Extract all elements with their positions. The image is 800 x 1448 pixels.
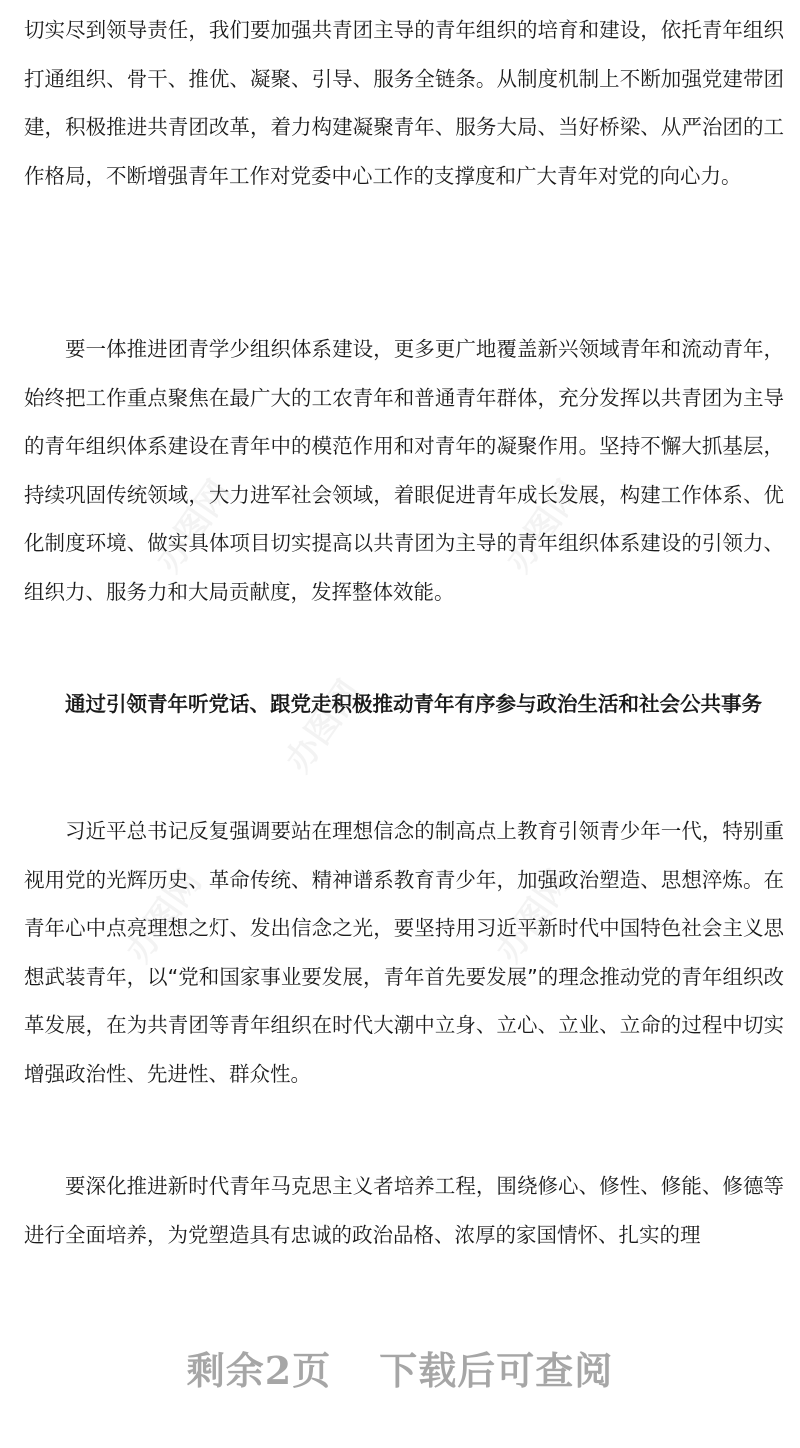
download-prompt-banner[interactable] bbox=[0, 1340, 800, 1395]
body-paragraph: 要深化推进新时代青年马克思主义者培养工程，围绕修心、修性、修能、修德等进行全面培养，为党塑造具有忠诚的政治品格、浓厚的家国情怀、扎实的理 bbox=[24, 1174, 784, 1247]
watermark-text: 办图网 bbox=[278, 673, 370, 780]
watermark-text: 办图网 bbox=[488, 863, 580, 970]
body-paragraph: 习近平总书记反复强调要站在理想信念的制高点上教育引领青少年一代，特别重视用党的光辉历史、革命传统、精神谱系教育青少年，加强政治塑造、思想淬炼。在青年心中点亮理想之灯、发出信念之光，要坚持用习近平新时代中国特色社会主义思想武装青年，以“党和国家事业要发展，青年首先要发展”的理念推动党的青年组织改革发展，在为共青团等青年组织在时代大潮中立身、立心、立业、立命的过程中切实增强政治性、先进性、群众性。 bbox=[24, 819, 784, 1086]
body-paragraph: 切实尽到领导责任，我们要加强共青团主导的青年组织的培育和建设，依托青年组织打通组织、骨干、推优、凝聚、引导、服务全链条。从制度机制上不断加强党建带团建，积极推进共青团改革，着力构建凝聚青年、服务大局、当好桥梁、从严治团的工作格局，不断增强青年工作对党委中心工作的支撑度和广大青年对党的向心力。 bbox=[24, 18, 784, 188]
section-heading: 通过引领青年听党话、跟党走积极推动青年有序参与政治生活和社会公共事务 bbox=[65, 692, 762, 716]
download-to-view-label: 下载后可查阅 bbox=[379, 1348, 614, 1393]
remaining-pages-label: 剩余2页 bbox=[186, 1348, 332, 1393]
watermark-text: 办图网 bbox=[498, 473, 590, 580]
watermark-text: 办图网 bbox=[118, 863, 210, 970]
watermark-text: 办图网 bbox=[148, 473, 240, 580]
body-paragraph: 要一体推进团青学少组织体系建设，更多更广地覆盖新兴领域青年和流动青年，始终把工作重点聚焦在最广大的工农青年和普通青年群体，充分发挥以共青团为主导的青年组织体系建设在青年中的模范作用和对青年的凝聚作用。坚持不懈大抓基层，持续巩固传统领域，大力进军社会领域，着眼促进青年成长发展，构建工作体系、优化制度环境、做实具体项目切实提高以共青团为主导的青年组织体系建设的引领力、组织力、服务力和大局贡献度，发挥整体效能。 bbox=[24, 337, 784, 604]
